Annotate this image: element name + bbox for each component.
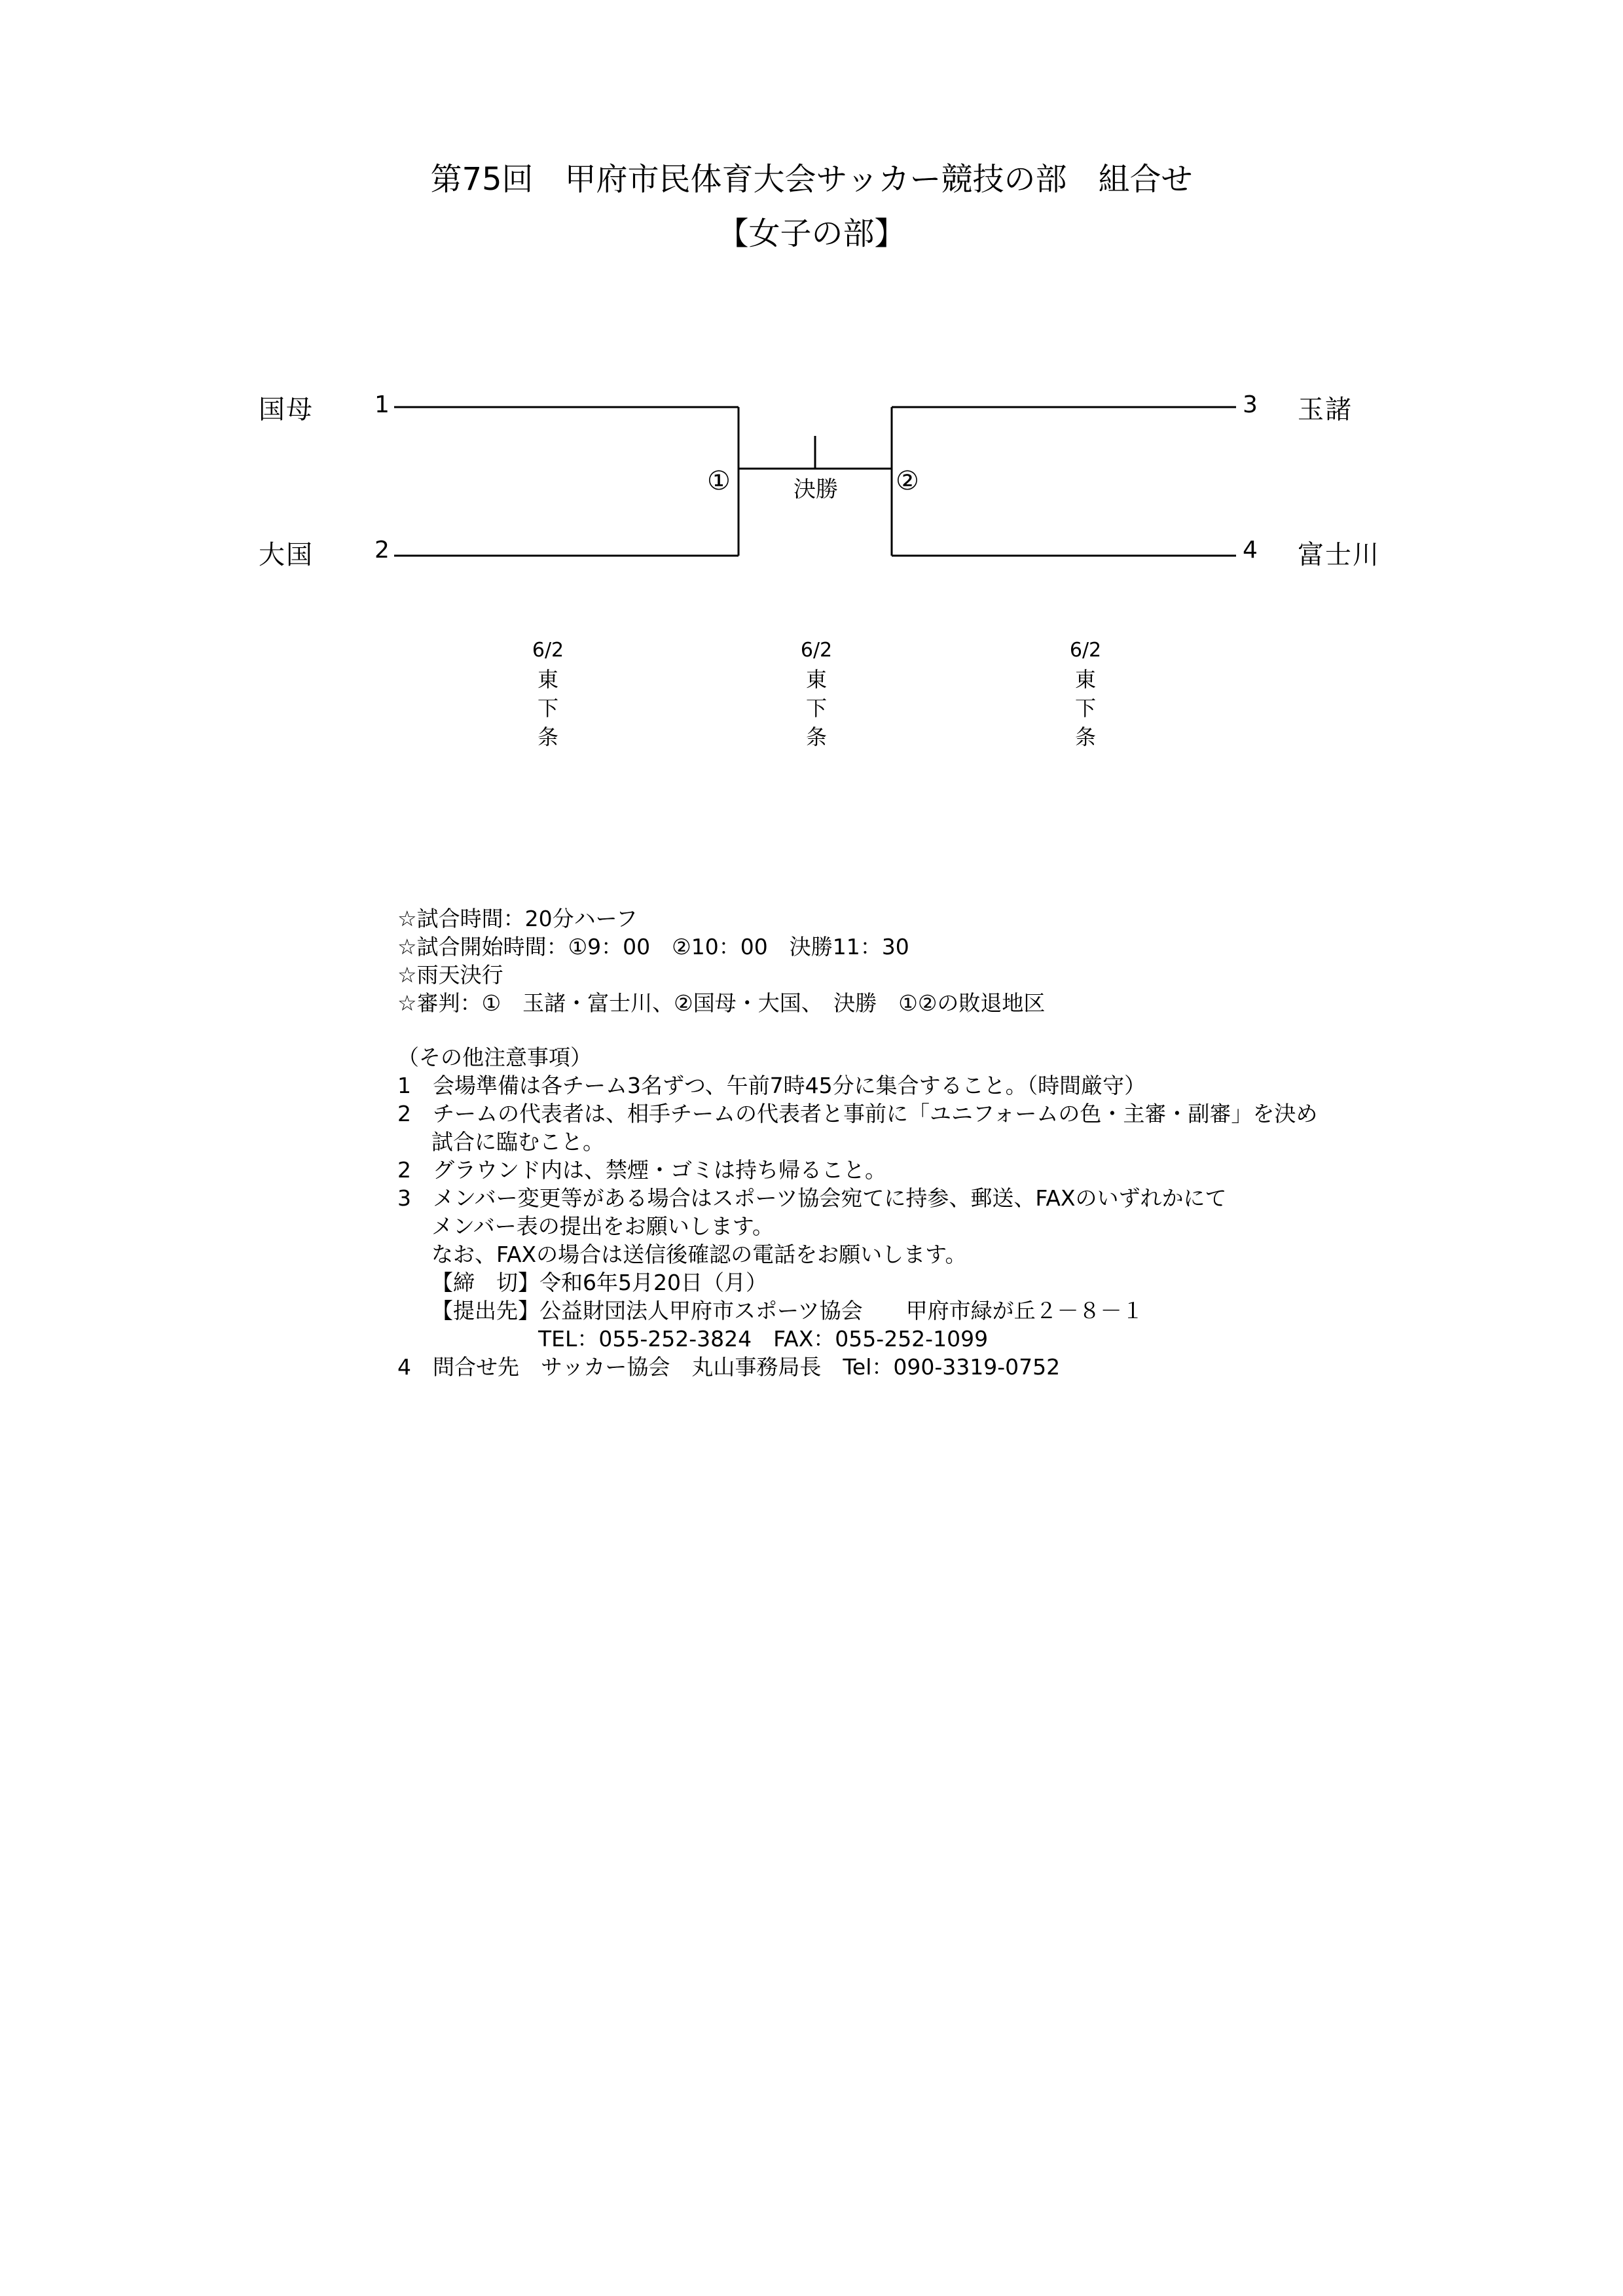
match-2-marker: ② xyxy=(896,466,919,496)
note-line: 1 会場準備は各チーム3名ずつ、午前7時45分に集合すること。（時間厳守） xyxy=(397,1073,1146,1098)
note-line: 【締 切】令和6年5月20日（月） xyxy=(431,1270,767,1295)
rule-line: ☆試合開始時間：①9：00 ②10：00 決勝11：30 xyxy=(397,934,909,960)
team-name-4: 富士川 xyxy=(1298,540,1380,570)
note-line: 試合に臨むこと。 xyxy=(431,1129,604,1155)
note-line: 4 問合せ先 サッカー協会 丸山事務局長 Tel：090-3319-0752 xyxy=(397,1354,1061,1380)
rule-line: ☆雨天決行 xyxy=(397,962,503,988)
venue-char: 東 xyxy=(805,667,827,692)
venue-char: 条 xyxy=(805,725,827,749)
venue-final xyxy=(777,636,856,751)
team-seed-1: 1 xyxy=(374,391,390,418)
venue-char: 条 xyxy=(1074,725,1096,749)
team-name-2: 大国 xyxy=(259,540,314,570)
note-line: なお、FAXの場合は送信後確認の電話をお願いします。 xyxy=(431,1242,967,1267)
team-seed-3: 3 xyxy=(1243,391,1258,418)
venue-char: 下 xyxy=(537,696,558,721)
venue-match-1 xyxy=(509,636,587,751)
notes-section xyxy=(397,905,1317,1381)
note-line: 2 チームの代表者は、相手チームの代表者と事前に「ユニフォームの色・主審・副審」を決め xyxy=(397,1101,1318,1126)
venue-char: 下 xyxy=(1074,696,1096,721)
venue-date: 6/2 xyxy=(532,639,564,662)
venue-match-2 xyxy=(1046,636,1125,751)
note-line: TEL：055-252-3824 FAX：055-252-1099 xyxy=(538,1326,989,1352)
page-subtitle: 【女子の部】 xyxy=(717,215,906,252)
venue-char: 下 xyxy=(805,696,827,721)
note-line: 3 メンバー変更等がある場合はスポーツ協会宛てに持参、郵送、FAXのいずれかにて xyxy=(397,1185,1227,1211)
venue-char: 条 xyxy=(537,725,558,749)
venue-date: 6/2 xyxy=(1069,639,1102,662)
note-line: 2 グラウンド内は、禁煙・ゴミは持ち帰ること。 xyxy=(397,1157,886,1183)
rule-line: ☆審判：① 玉諸・富士川、②国母・大国、 決勝 ①②の敗退地区 xyxy=(397,990,1046,1016)
match-1-marker: ① xyxy=(707,466,731,496)
final-label: 決勝 xyxy=(793,476,838,503)
page-title: 第75回 甲府市民体育大会サッカー競技の部 組合せ xyxy=(430,161,1193,198)
notes-heading: （その他注意事項） xyxy=(397,1045,592,1070)
team-name-1: 国母 xyxy=(259,395,314,425)
venue-char: 東 xyxy=(1074,667,1096,692)
venue-date: 6/2 xyxy=(800,639,833,662)
team-seed-2: 2 xyxy=(374,537,390,564)
venue-char: 東 xyxy=(537,667,558,692)
note-line: 【提出先】公益財団法人甲府市スポーツ協会 甲府市緑が丘２－８－１ xyxy=(431,1298,1144,1323)
rule-line: ☆試合時間：20分ハーフ xyxy=(397,906,638,931)
note-line: メンバー表の提出をお願いします。 xyxy=(431,1213,775,1239)
team-seed-4: 4 xyxy=(1243,537,1258,564)
team-name-3: 玉諸 xyxy=(1298,395,1353,425)
